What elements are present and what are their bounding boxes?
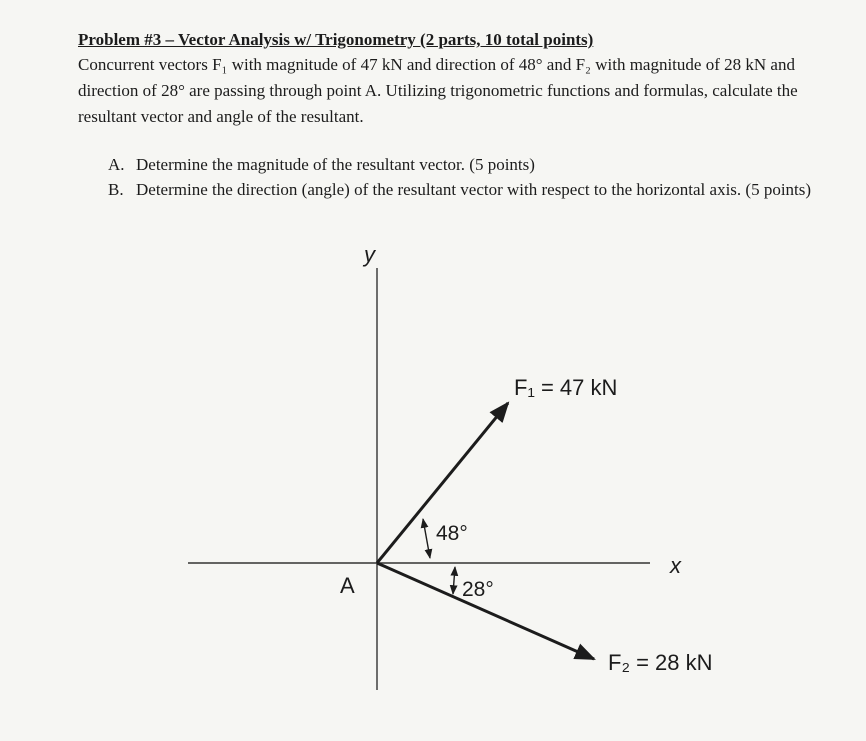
x-axis-label: x — [670, 553, 681, 578]
part-a-label: A. — [108, 155, 125, 174]
part-b-text: Determine the direction (angle) of the resultant vector with respect to the horizontal axis. (5 points) — [136, 180, 812, 199]
problem-title: Problem #3 – Vector Analysis w/ Trigonometry (2 parts, 10 total points) — [78, 30, 594, 49]
part-a-text: Determine the magnitude of the resultant vector. (5 points) — [136, 155, 535, 174]
angle-28-arrow — [453, 567, 455, 594]
angle-48-label: 48° — [436, 522, 468, 545]
f2-label: F₂ = 28 kN — [608, 650, 713, 675]
angle-48-arrow — [423, 519, 430, 558]
angle-28-label: 28° — [462, 578, 494, 601]
part-b-label: B. — [108, 180, 124, 199]
problem-description: Concurrent vectors F₁ with magnitude of 47 kN and direction of 48° and F₂ with magnitude of 28 kN and direction of 28° are passing through point A. Utilizing trigonometric functions and formulas, calculate the resultant vector and angle of the resultant. — [78, 55, 798, 126]
y-axis-label: y — [364, 242, 375, 267]
f1-label: F₁ = 47 kN — [514, 375, 618, 400]
origin-label: A — [340, 573, 355, 598]
